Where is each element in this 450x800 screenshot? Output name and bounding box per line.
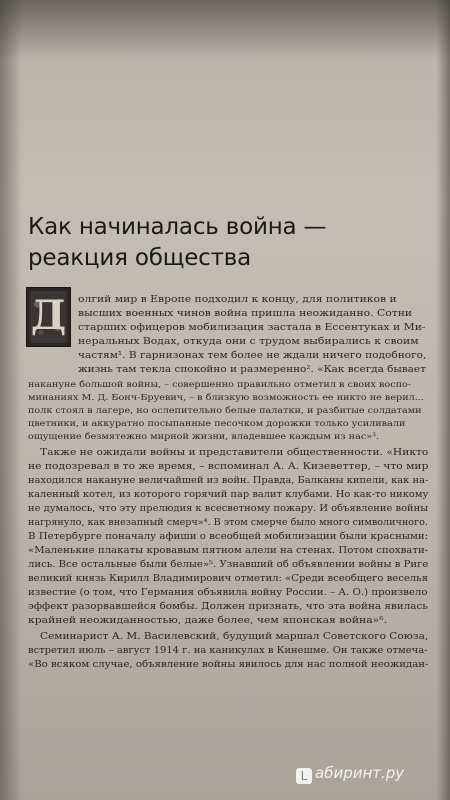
text-line: старших офицеров мобилизация застала в Ессентуках и Ми-	[78, 322, 426, 333]
drop-cap-letter: Д	[30, 292, 67, 339]
watermark-text: абиринт.ру	[315, 764, 405, 782]
text-line: крайней неожиданностью, даже более, чем японская война»⁶.	[28, 615, 387, 626]
text-line: Семинарист А. М. Василевский, будущий маршал Советского Союза,	[40, 631, 429, 642]
text-line: не подозревал в то же время, – вспоминал А. А. Кизеветтер, – что мир	[28, 461, 429, 472]
right-page-edge	[436, 0, 450, 800]
text-line: неральных Водах, откуда они с трудом выбирались к своим	[78, 336, 419, 347]
left-shadow	[0, 0, 22, 800]
text-line: эффект разорвавшейся бомбы. Должен признать, что эта война явилась	[28, 601, 428, 612]
quote-line: минаниях М. Д. Бонч-Бруевич, – в близкую возможность ее никто не верил...	[28, 392, 424, 402]
quote-line: полк стоял в лагере, но ослепительно белые палатки, и разбитые солдатами	[28, 405, 422, 415]
chapter-heading	[28, 212, 428, 274]
quote-line: ощущение безмятежно мирной жизни, владевшее каждым из нас»³.	[28, 431, 380, 441]
text-line: нагрянуло, как внезапный смерч»⁴. В этом смерче было много символичного.	[28, 517, 428, 528]
text-line: Также не ожидали войны и представители общественности. «Никто	[40, 447, 429, 458]
text-line: жизнь там текла спокойно и размеренно². «Как всегда бывает	[78, 364, 426, 375]
text-line: «Во всяком случае, объявление войны явилось для нас полной неожидан-	[28, 659, 429, 670]
text-line: частям¹. В гарнизонах тем более не ждали ничего подобного,	[78, 350, 427, 361]
heading-line-2: реакция общества	[28, 245, 252, 271]
labirint-logo-icon: L	[296, 768, 312, 784]
ornamental-drop-cap	[26, 287, 71, 347]
heading-line-1: Как начиналась война —	[28, 214, 327, 240]
top-shadow	[0, 0, 450, 60]
quote-line: накануне большой войны, – совершенно правильно отметил в своих воспо-	[28, 379, 412, 389]
text-line: В Петербурге поначалу афиши о всеобщей мобилизации были красными:	[28, 531, 429, 542]
text-line: встретил июль – август 1914 г. на каникулах в Кинешме. Он также отмеча-	[28, 645, 428, 656]
text-line: олгий мир в Европе подходил к концу, для политиков и	[78, 294, 397, 305]
text-line: великий князь Кирилл Владимирович отметил: «Среди всеобщего веселья	[28, 573, 428, 584]
text-line: «Маленькие плакаты кровавым пятном алели на стенах. Потом спохвати-	[28, 545, 429, 556]
text-line: известие (о том, что Германия объявила войну России. – А. О.) произвело	[28, 587, 428, 598]
text-line: каленный котел, из которого горячий пар валит клубами. Но как-то никому	[28, 489, 429, 500]
text-line: лись. Все остальные были белые»⁵. Узнавший об объявлении войны в Риге	[28, 559, 429, 570]
text-line: высших военных чинов война пришла неожиданно. Сотни	[78, 308, 413, 319]
quote-line: цветники, и аккуратно посыпанные песочком дорожки только усиливали	[28, 418, 406, 428]
text-line: находился накануне величайшей из войн. Правда, Балканы кипели, как на-	[28, 475, 429, 486]
text-line: не думалось, что эту прелюдия к всесветному пожару. И объявление войны	[28, 503, 429, 514]
labirint-watermark	[296, 764, 404, 784]
